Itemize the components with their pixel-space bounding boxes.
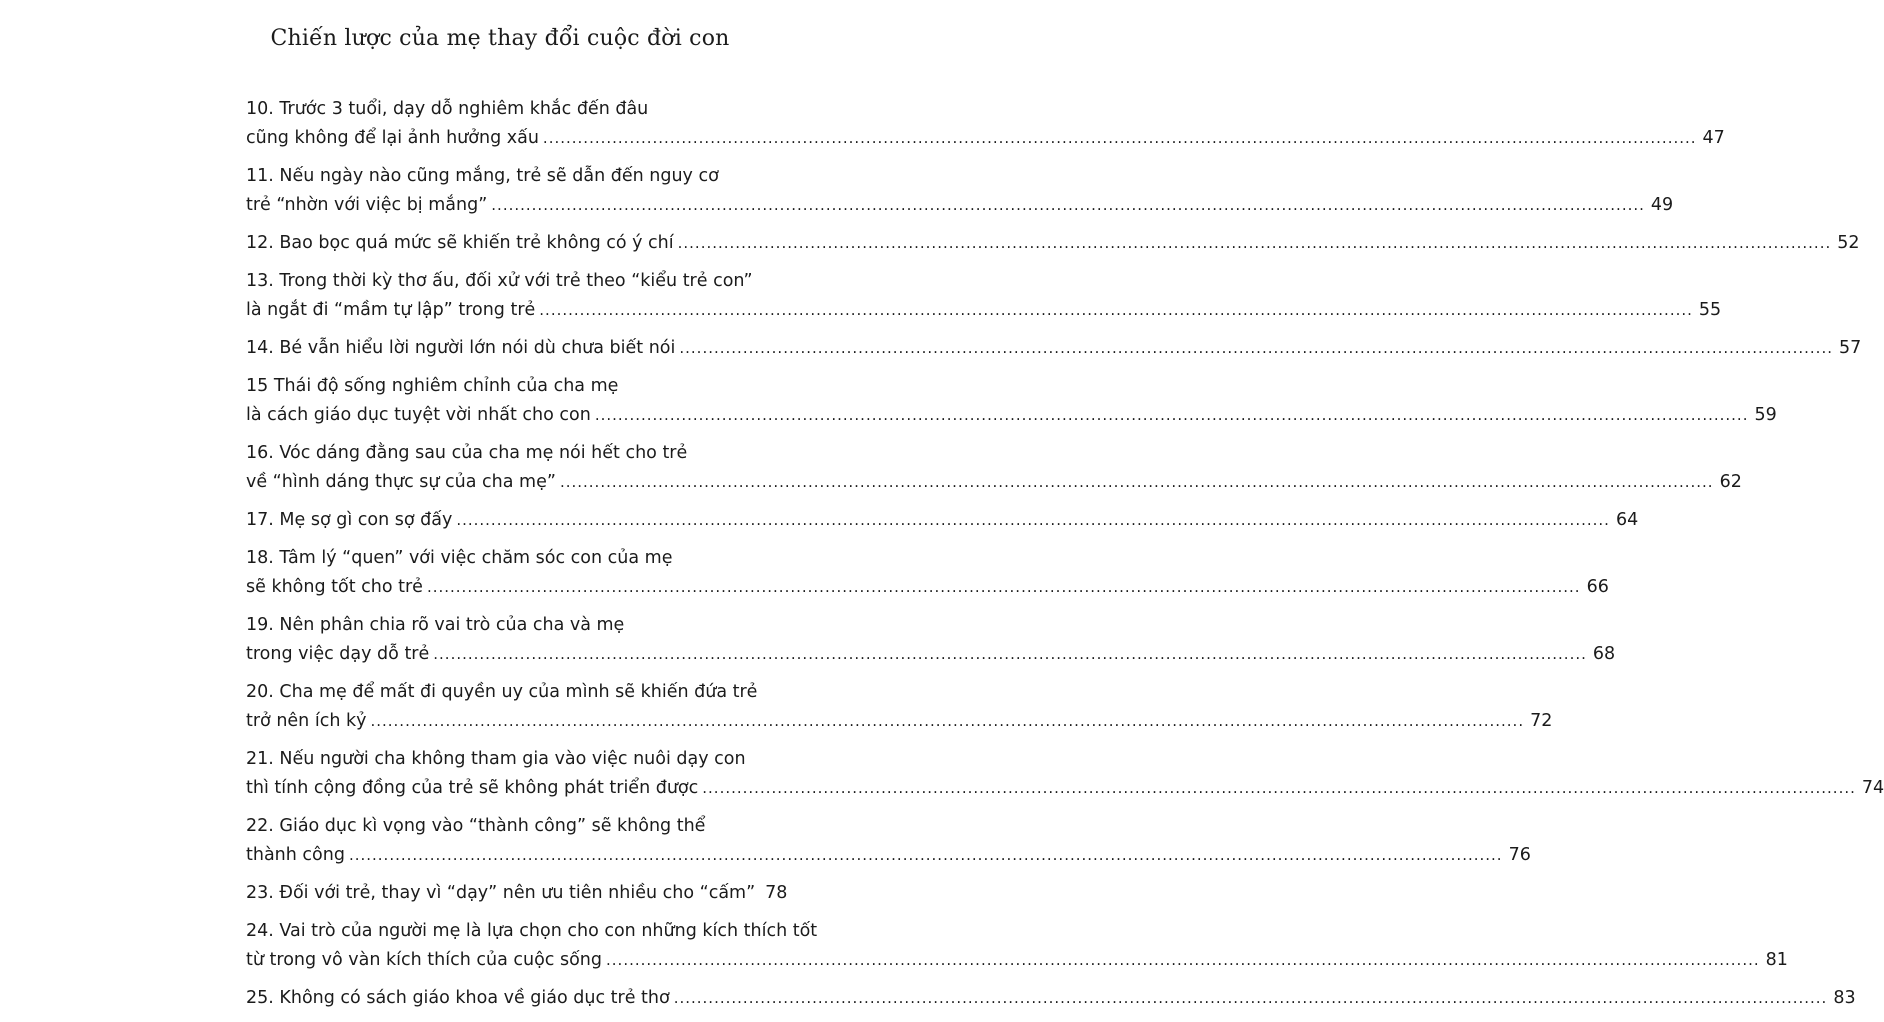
toc-entry-title: 18. Tâm lý “quen” với việc chăm sóc con của mẹ (246, 548, 673, 568)
toc-entry (246, 334, 1862, 363)
toc-page-number: 47 (1702, 128, 1725, 148)
toc-entry-last-line (246, 707, 1553, 736)
toc-entry-last-line (246, 229, 1860, 258)
toc-entry-title: 24. Vai trò của người mẹ là lựa chọn cho con những kích thích tốt (246, 921, 818, 941)
toc-entry (246, 439, 1742, 497)
toc-entry-last-line (246, 841, 1531, 870)
toc-entry (246, 917, 1788, 975)
toc-entry-last-line (246, 401, 1777, 430)
toc-page-number: 55 (1698, 300, 1722, 320)
toc-page-number: 66 (1586, 577, 1609, 597)
toc-entry (246, 611, 1616, 669)
toc-entry-title-line (246, 678, 786, 707)
toc-entry-title: 17. Mẹ sợ gì con sợ đấy (246, 510, 453, 530)
toc-page-number: 83 (1833, 988, 1856, 1008)
toc-entry-last-line (246, 124, 1725, 153)
toc-entry-title-line (246, 439, 786, 468)
toc-entry-last-line (246, 774, 1884, 803)
toc-entry-last-line (246, 640, 1616, 669)
toc-entry (246, 812, 1531, 870)
dot-leader: ........................................................................................................................................................................................................ (559, 473, 1714, 491)
toc-entry-last-line (246, 573, 1609, 602)
toc-entry-title-line (246, 162, 786, 191)
toc-entry (246, 506, 1639, 535)
toc-entry-last-line (246, 296, 1722, 325)
toc-page-number: 72 (1530, 711, 1553, 731)
toc-page-number: 62 (1719, 472, 1742, 492)
toc-entry-title: 21. Nếu người cha không tham gia vào việc nuôi dạy con (246, 749, 746, 769)
toc-page-number: 81 (1765, 950, 1788, 970)
toc-entry (246, 372, 1777, 430)
toc-entry-title: 14. Bé vẫn hiểu lời người lớn nói dù chưa biết nói (246, 338, 676, 358)
toc-entry-title: cũng không để lại ảnh hưởng xấu (246, 128, 539, 148)
toc-page-number: 59 (1754, 405, 1777, 425)
toc-entry-title: 22. Giáo dục kì vọng vào “thành công” sẽ không thể (246, 816, 706, 836)
toc-entry-title: từ trong vô vàn kích thích của cuộc sống (246, 950, 603, 970)
toc-entry-title-line (246, 544, 786, 573)
toc-entry (246, 745, 1884, 803)
toc-entry-title-line (246, 267, 786, 296)
toc-entry-title: trẻ “nhờn với việc bị mắng” (246, 195, 488, 215)
toc-entry-title-line (246, 372, 786, 401)
toc-entry (246, 544, 1609, 602)
toc-entry-title: trong việc dạy dỗ trẻ (246, 644, 430, 664)
toc-entry (246, 162, 1674, 220)
toc-entry (246, 267, 1722, 325)
toc-entry-title: 10. Trước 3 tuổi, dạy dỗ nghiêm khắc đến đâu (246, 99, 649, 119)
dot-leader: ........................................................................................................................................................................................................ (702, 779, 1856, 797)
toc-page-number: 74 (1861, 778, 1884, 798)
toc-entry-title-line (246, 611, 786, 640)
toc-entry-title-line (246, 917, 818, 946)
toc-entry-title: trở nên ích kỷ (246, 711, 367, 731)
toc-entry-last-line (246, 468, 1742, 497)
toc-page-number: 78 (765, 883, 788, 903)
toc-page-number: 49 (1650, 195, 1674, 215)
toc-page-number: 57 (1839, 338, 1862, 358)
toc-page-number: 68 (1592, 644, 1616, 664)
toc-entry (246, 879, 786, 908)
toc-entry-title: 11. Nếu ngày nào cũng mắng, trẻ sẽ dẫn đến nguy cơ (246, 166, 719, 186)
toc-entry (246, 678, 1553, 736)
toc-entry-title-line (246, 812, 786, 841)
toc-entry-title: 15 Thái độ sống nghiêm chỉnh của cha mẹ (246, 376, 619, 396)
toc-entry-title: sẽ không tốt cho trẻ (246, 577, 423, 597)
dot-leader: ........................................................................................................................................................................................................ (426, 578, 1581, 596)
dot-leader: ........................................................................................................................................................................................................ (673, 989, 1828, 1007)
toc-entry-title: thành công (246, 845, 345, 865)
toc-entry-title: 25. Không có sách giáo khoa về giáo dục trẻ thơ (246, 988, 670, 1008)
dot-leader: ........................................................................................................................................................................................................ (594, 406, 1749, 424)
toc-entry-title: 12. Bao bọc quá mức sẽ khiến trẻ không có ý chí (246, 233, 674, 253)
toc-entry-title: về “hình dáng thực sự của cha mẹ” (246, 472, 556, 492)
dot-leader: ........................................................................................................................................................................................................ (433, 645, 1587, 663)
toc-entry-title-line (246, 745, 786, 774)
toc-page-number: 52 (1837, 233, 1860, 253)
dot-leader: ........................................................................................................................................................................................................ (348, 846, 1503, 864)
toc-entry-title: 20. Cha mẹ để mất đi quyền uy của mình sẽ khiến đứa trẻ (246, 682, 758, 702)
toc-entry-title-line (246, 95, 786, 124)
dot-leader: ........................................................................................................................................................................................................ (370, 712, 1525, 730)
toc-entry-last-line (246, 506, 1639, 535)
toc-entry-title: là ngắt đi “mầm tự lập” trong trẻ (246, 300, 536, 320)
toc-entry (246, 229, 1860, 258)
dot-leader: ........................................................................................................................................................................................................ (679, 339, 1833, 357)
toc-entry-title: 13. Trong thời kỳ thơ ấu, đối xử với trẻ theo “kiểu trẻ con” (246, 271, 753, 291)
toc-entry-last-line (246, 334, 1862, 363)
page-title: Chiến lược của mẹ thay đổi cuộc đời con (270, 26, 730, 51)
toc-page-number: 76 (1508, 845, 1531, 865)
toc-entry-last-line (246, 879, 786, 908)
dot-leader: ........................................................................................................................................................................................................ (539, 301, 1693, 319)
dot-leader: ........................................................................................................................................................................................................ (542, 129, 1697, 147)
toc-entry-title: là cách giáo dục tuyệt vời nhất cho con (246, 405, 591, 425)
toc-entry-last-line (246, 946, 1788, 975)
table-of-contents (246, 95, 1884, 1022)
toc-entry (246, 95, 1725, 153)
dot-leader: ........................................................................................................................................................................................................ (456, 511, 1610, 529)
toc-entry-title: 23. Đối với trẻ, thay vì “dạy” nên ưu tiên nhiều cho “cấm” (246, 883, 756, 903)
toc-entry-last-line (246, 984, 1856, 1013)
toc-entry-title: 16. Vóc dáng đằng sau của cha mẹ nói hết cho trẻ (246, 443, 688, 463)
toc-entry-title: thì tính cộng đồng của trẻ sẽ không phát triển được (246, 778, 699, 798)
toc-entry (246, 984, 1856, 1013)
dot-leader: ........................................................................................................................................................................................................ (491, 196, 1645, 214)
toc-entry-last-line (246, 191, 1674, 220)
toc-entry-title: 19. Nên phân chia rõ vai trò của cha và mẹ (246, 615, 625, 635)
dot-leader: ........................................................................................................................................................................................................ (677, 234, 1832, 252)
dot-leader: ........................................................................................................................................................................................................ (606, 951, 1760, 969)
toc-page-number: 64 (1615, 510, 1639, 530)
